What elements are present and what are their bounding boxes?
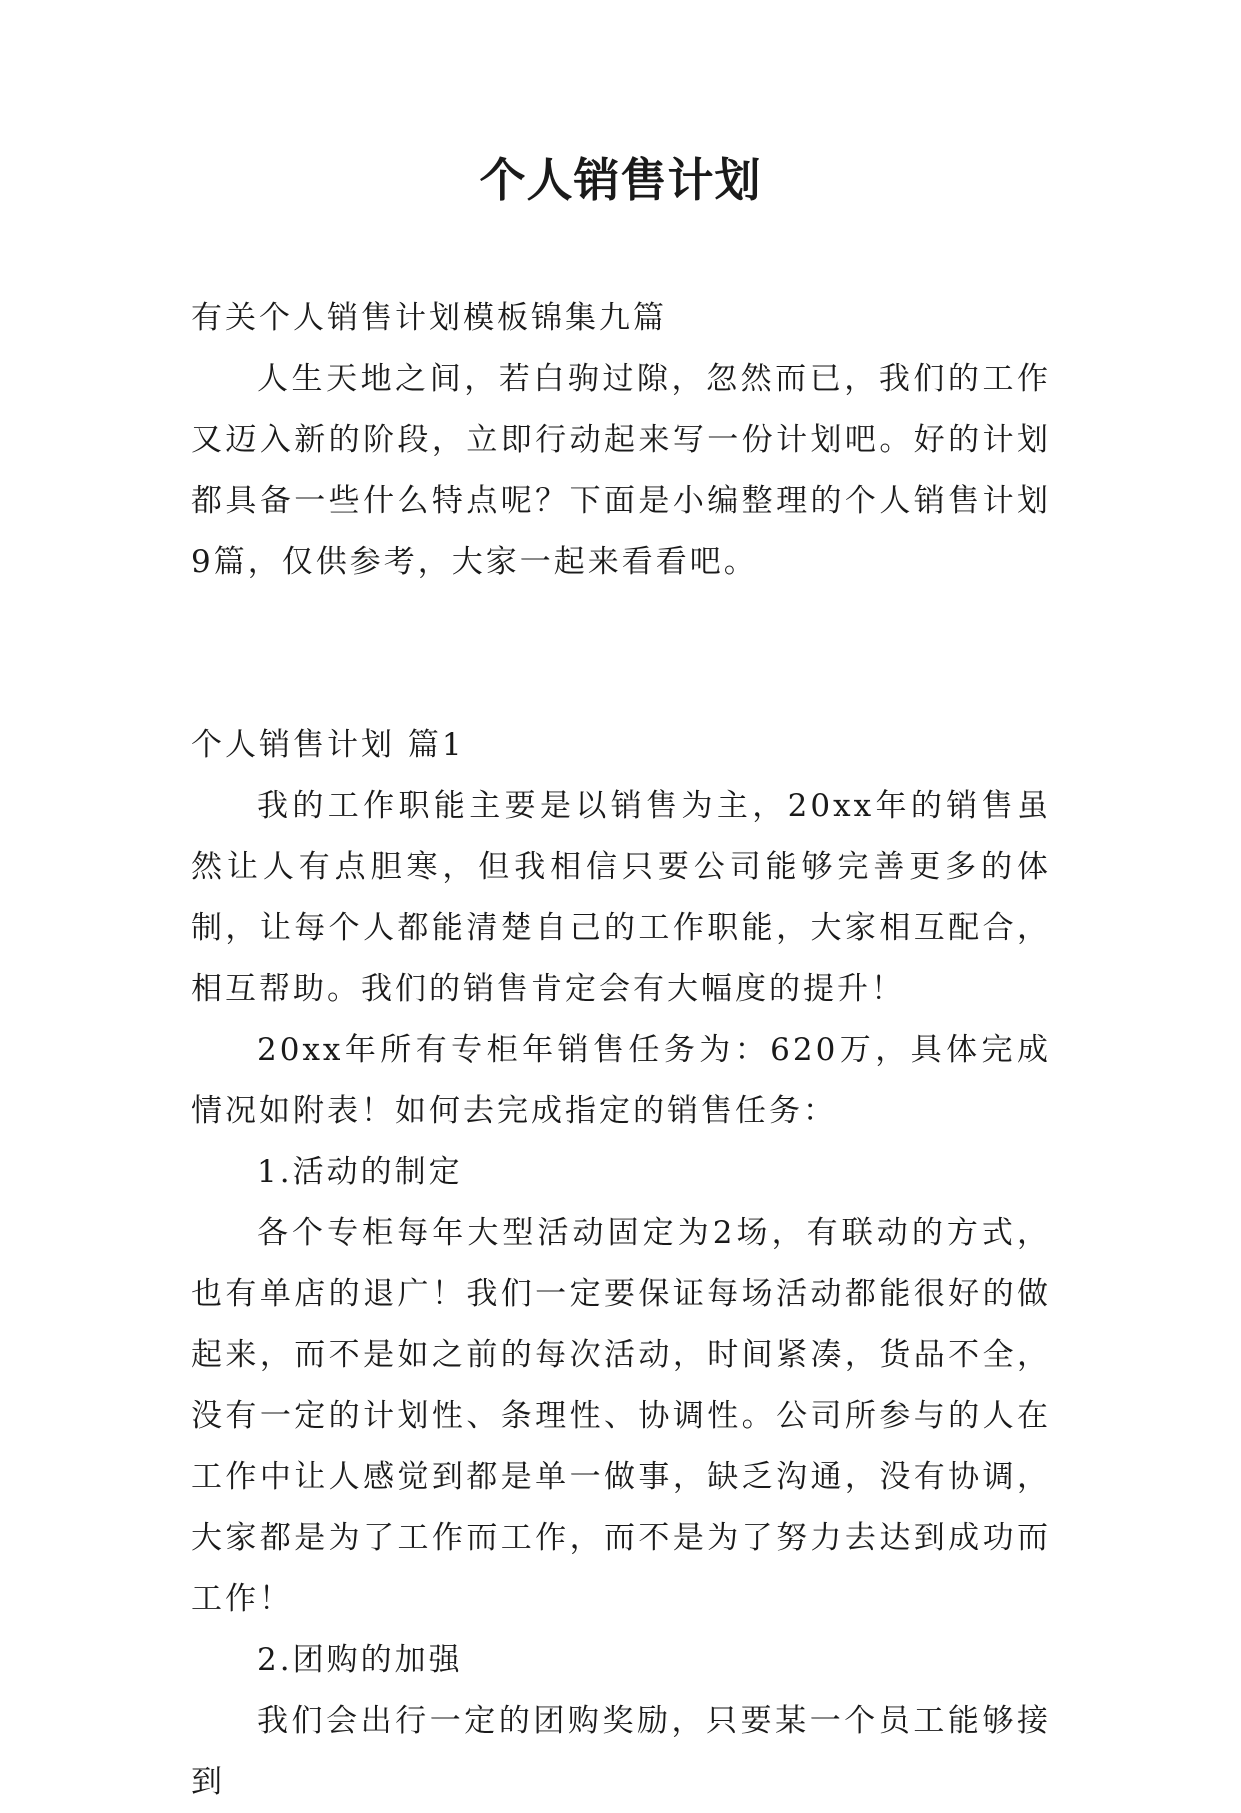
document-body: [191, 288, 1051, 1813]
section-heading: 个人销售计划 篇1: [191, 727, 465, 763]
list-item-title: 1.活动的制定: [257, 1154, 463, 1190]
section-spacer: [191, 593, 1051, 715]
body-paragraph: 我们会出行一定的团购奖励，只要某一个员工能够接到: [191, 1703, 1051, 1800]
document-title: 个人销售计划: [479, 153, 762, 207]
body-paragraph: 20xx年所有专柜年销售任务为：620万，具体完成情况如附表！如何去完成指定的销售任务：: [191, 1032, 1051, 1129]
list-item-title: 2.团购的加强: [257, 1642, 463, 1678]
body-paragraph: 各个专柜每年大型活动固定为2场，有联动的方式，也有单店的退广！我们一定要保证每场活动都能很好的做起来，而不是如之前的每次活动，时间紧凑，货品不全，没有一定的计划性、条理性、协调性。公司所参与的人在工作中让人感觉到都是单一做事，缺乏沟通，没有协调，大家都是为了工作而工作，而不是为了努力去达到成功而工作！: [191, 1215, 1051, 1617]
intro-paragraph: 人生天地之间，若白驹过隙，忽然而已，我们的工作又迈入新的阶段，立即行动起来写一份计划吧。好的计划都具备一些什么特点呢？下面是小编整理的个人销售计划9篇，仅供参考，大家一起来看看吧。: [191, 361, 1051, 580]
body-paragraph: 我的工作职能主要是以销售为主，20xx年的销售虽然让人有点胆寒，但我相信只要公司能够完善更多的体制，让每个人都能清楚自己的工作职能，大家相互配合，相互帮助。我们的销售肯定会有大幅度的提升！: [191, 788, 1051, 1007]
document-subtitle: 有关个人销售计划模板锦集九篇: [191, 300, 667, 336]
